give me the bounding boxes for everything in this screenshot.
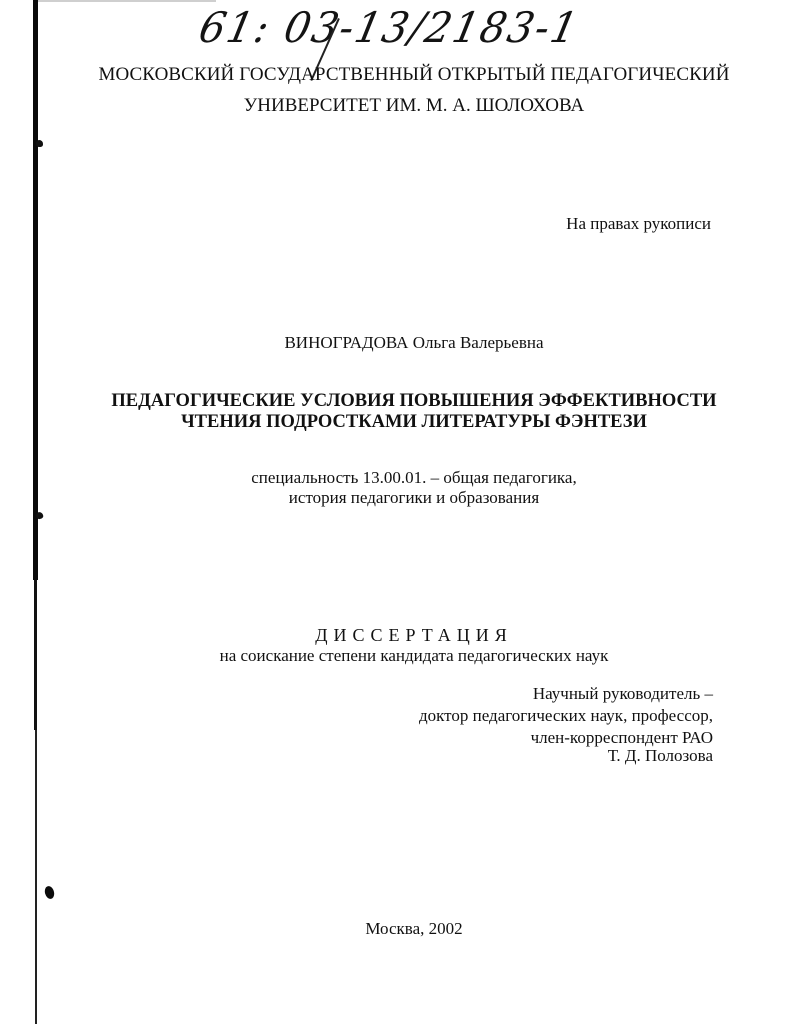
specialty-line-2: история педагогики и образования <box>288 488 540 507</box>
ink-dot <box>43 885 55 900</box>
supervisor-name: Т. Д. Полозова <box>607 746 713 765</box>
university-line-2: УНИВЕРСИТЕТ ИМ. М. А. ШОЛОХОВА <box>243 95 585 116</box>
author-name: ВИНОГРАДОВА Ольга Валерьевна <box>284 333 544 352</box>
work-type-heading: ДИССЕРТАЦИЯ <box>315 625 513 645</box>
binding-line-lower <box>35 730 37 1024</box>
dissertation-title-line-1: ПЕДАГОГИЧЕСКИЕ УСЛОВИЯ ПОВЫШЕНИЯ ЭФФЕКТИВНОСТИ <box>111 391 717 411</box>
supervisor-label: Научный руководитель – <box>532 684 713 703</box>
binding-mark <box>36 140 43 147</box>
specialty-line-1: специальность 13.00.01. – общая педагогика, <box>251 468 577 487</box>
city-year: Москва, 2002 <box>365 919 463 938</box>
degree-line: на соискание степени кандидата педагогических наук <box>219 646 609 665</box>
scan-top-edge <box>36 0 216 2</box>
manuscript-note: На правах рукописи <box>566 214 711 233</box>
binding-mark <box>35 511 44 520</box>
university-line-1: МОСКОВСКИЙ ГОСУДАРСТВЕННЫЙ ОТКРЫТЫЙ ПЕДАГОГИЧЕСКИЙ <box>98 64 730 85</box>
dissertation-title-line-2: ЧТЕНИЯ ПОДРОСТКАМИ ЛИТЕРАТУРЫ ФЭНТЕЗИ <box>181 412 647 432</box>
supervisor-degree: доктор педагогических наук, профессор, <box>418 706 713 725</box>
supervisor-title: член-корреспондент РАО <box>530 728 713 747</box>
archive-code-handwritten: 61: 03-13/2183-1 <box>194 4 584 53</box>
